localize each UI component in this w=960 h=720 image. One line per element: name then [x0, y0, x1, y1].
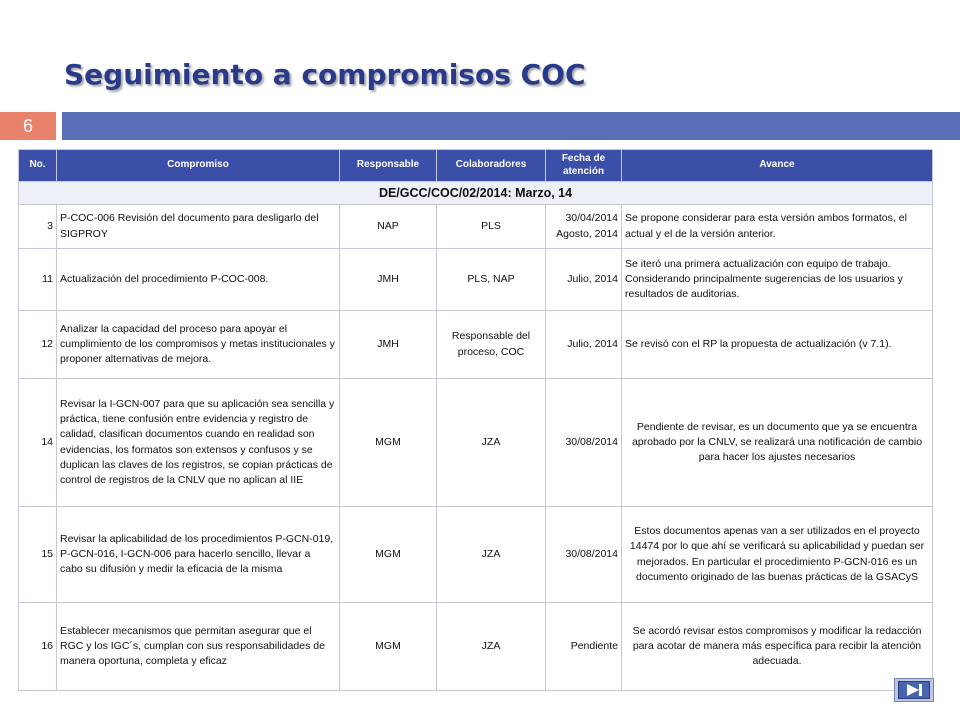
cell-colaboradores: PLS, NAP: [437, 249, 546, 311]
cell-responsable: MGM: [340, 507, 437, 603]
cell-responsable: MGM: [340, 379, 437, 507]
cell-colaboradores: JZA: [437, 379, 546, 507]
cell-fecha: 30/04/2014 Agosto, 2014: [546, 205, 622, 249]
table-header-row: [19, 150, 933, 182]
col-header-avance: Avance: [622, 150, 933, 182]
commitments-table: [18, 149, 933, 691]
col-header-responsable: Responsable: [340, 150, 437, 182]
page-number-badge: 6: [0, 112, 56, 140]
section-title: DE/GCC/COC/02/2014: Marzo, 14: [19, 182, 933, 205]
table-row: [19, 205, 933, 249]
table-row: [19, 507, 933, 603]
cell-responsable: MGM: [340, 603, 437, 691]
cell-compromiso: Revisar la aplicabilidad de los procedimientos P-GCN-019, P-GCN-016, I-GCN-006 para hacerlo sencillo, llevar a cabo su difusión y medir la eficacia de la misma: [57, 507, 340, 603]
cell-no: 11: [19, 249, 57, 311]
slide-title: Seguimiento a compromisos COC: [64, 58, 586, 91]
cell-colaboradores: JZA: [437, 507, 546, 603]
col-header-compromiso: Compromiso: [57, 150, 340, 182]
cell-no: 3: [19, 205, 57, 249]
cell-colaboradores: PLS: [437, 205, 546, 249]
cell-compromiso: Revisar la I-GCN-007 para que su aplicación sea sencilla y práctica, tiene confusión entre evidencia y registro de calidad, clasifican documentos cuando en realidad son evidencias, los formatos son extensos y confusos y se duplican las claves de los registros, se copian prácticas de control de registros de la CNLV que no aplican al IIE: [57, 379, 340, 507]
cell-colaboradores: Responsable del proceso, COC: [437, 311, 546, 379]
cell-avance: Se propone considerar para esta versión ambos formatos, el actual y el de la versión anterior.: [622, 205, 933, 249]
cell-avance: Se iteró una primera actualización con equipo de trabajo. Considerando principalmente sugerencias de los usuarios y resultados de auditorias.: [622, 249, 933, 311]
cell-avance: Se acordó revisar estos compromisos y modificar la redacción para acotar de manera más específica para recibir la atención adecuada.: [622, 603, 933, 691]
col-header-colaboradores: Colaboradores: [437, 150, 546, 182]
col-header-no: No.: [19, 150, 57, 182]
col-header-fecha: Fecha de atención: [546, 150, 622, 182]
cell-fecha: Julio, 2014: [546, 249, 622, 311]
cell-fecha: 30/08/2014: [546, 507, 622, 603]
cell-compromiso: Analizar la capacidad del proceso para apoyar el cumplimiento de los compromisos y metas institucionales y proponer alternativas de mejora.: [57, 311, 340, 379]
cell-no: 14: [19, 379, 57, 507]
cell-avance: Pendiente de revisar, es un documento que ya se encuentra aprobado por la CNLV, se realizará una notificación de cambio para hacer los ajustes necesarios: [622, 379, 933, 507]
cell-no: 16: [19, 603, 57, 691]
table-row: [19, 249, 933, 311]
cell-compromiso: P-COC-006 Revisión del documento para desligarlo del SIGPROY: [57, 205, 340, 249]
cell-avance: Estos documentos apenas van a ser utilizados en el proyecto 14474 por lo que ahí se verificará su aplicabilidad y puedan ser mejorados. En particular el procedimiento P-GCN-016 es un documento originado de las buenas prácticas de la GSACyS: [622, 507, 933, 603]
cell-no: 15: [19, 507, 57, 603]
cell-compromiso: Actualización del procedimiento P-COC-008.: [57, 249, 340, 311]
cell-compromiso: Establecer mecanismos que permitan asegurar que el RGC y los IGC´s, cumplan con sus responsabilidades de manera oportuna, completa y eficaz: [57, 603, 340, 691]
cell-responsable: JMH: [340, 311, 437, 379]
last-slide-icon: [903, 683, 925, 697]
table-row: [19, 311, 933, 379]
cell-avance: Se revisó con el RP la propuesta de actualización (v 7.1).: [622, 311, 933, 379]
cell-no: 12: [19, 311, 57, 379]
cell-fecha: Julio, 2014: [546, 311, 622, 379]
section-row: [19, 182, 933, 205]
cell-fecha: Pendiente: [546, 603, 622, 691]
last-slide-button[interactable]: [894, 678, 934, 702]
table-row: [19, 379, 933, 507]
cell-fecha: 30/08/2014: [546, 379, 622, 507]
table-row: [19, 603, 933, 691]
cell-colaboradores: JZA: [437, 603, 546, 691]
header-bar: [62, 112, 960, 140]
cell-responsable: JMH: [340, 249, 437, 311]
cell-responsable: NAP: [340, 205, 437, 249]
